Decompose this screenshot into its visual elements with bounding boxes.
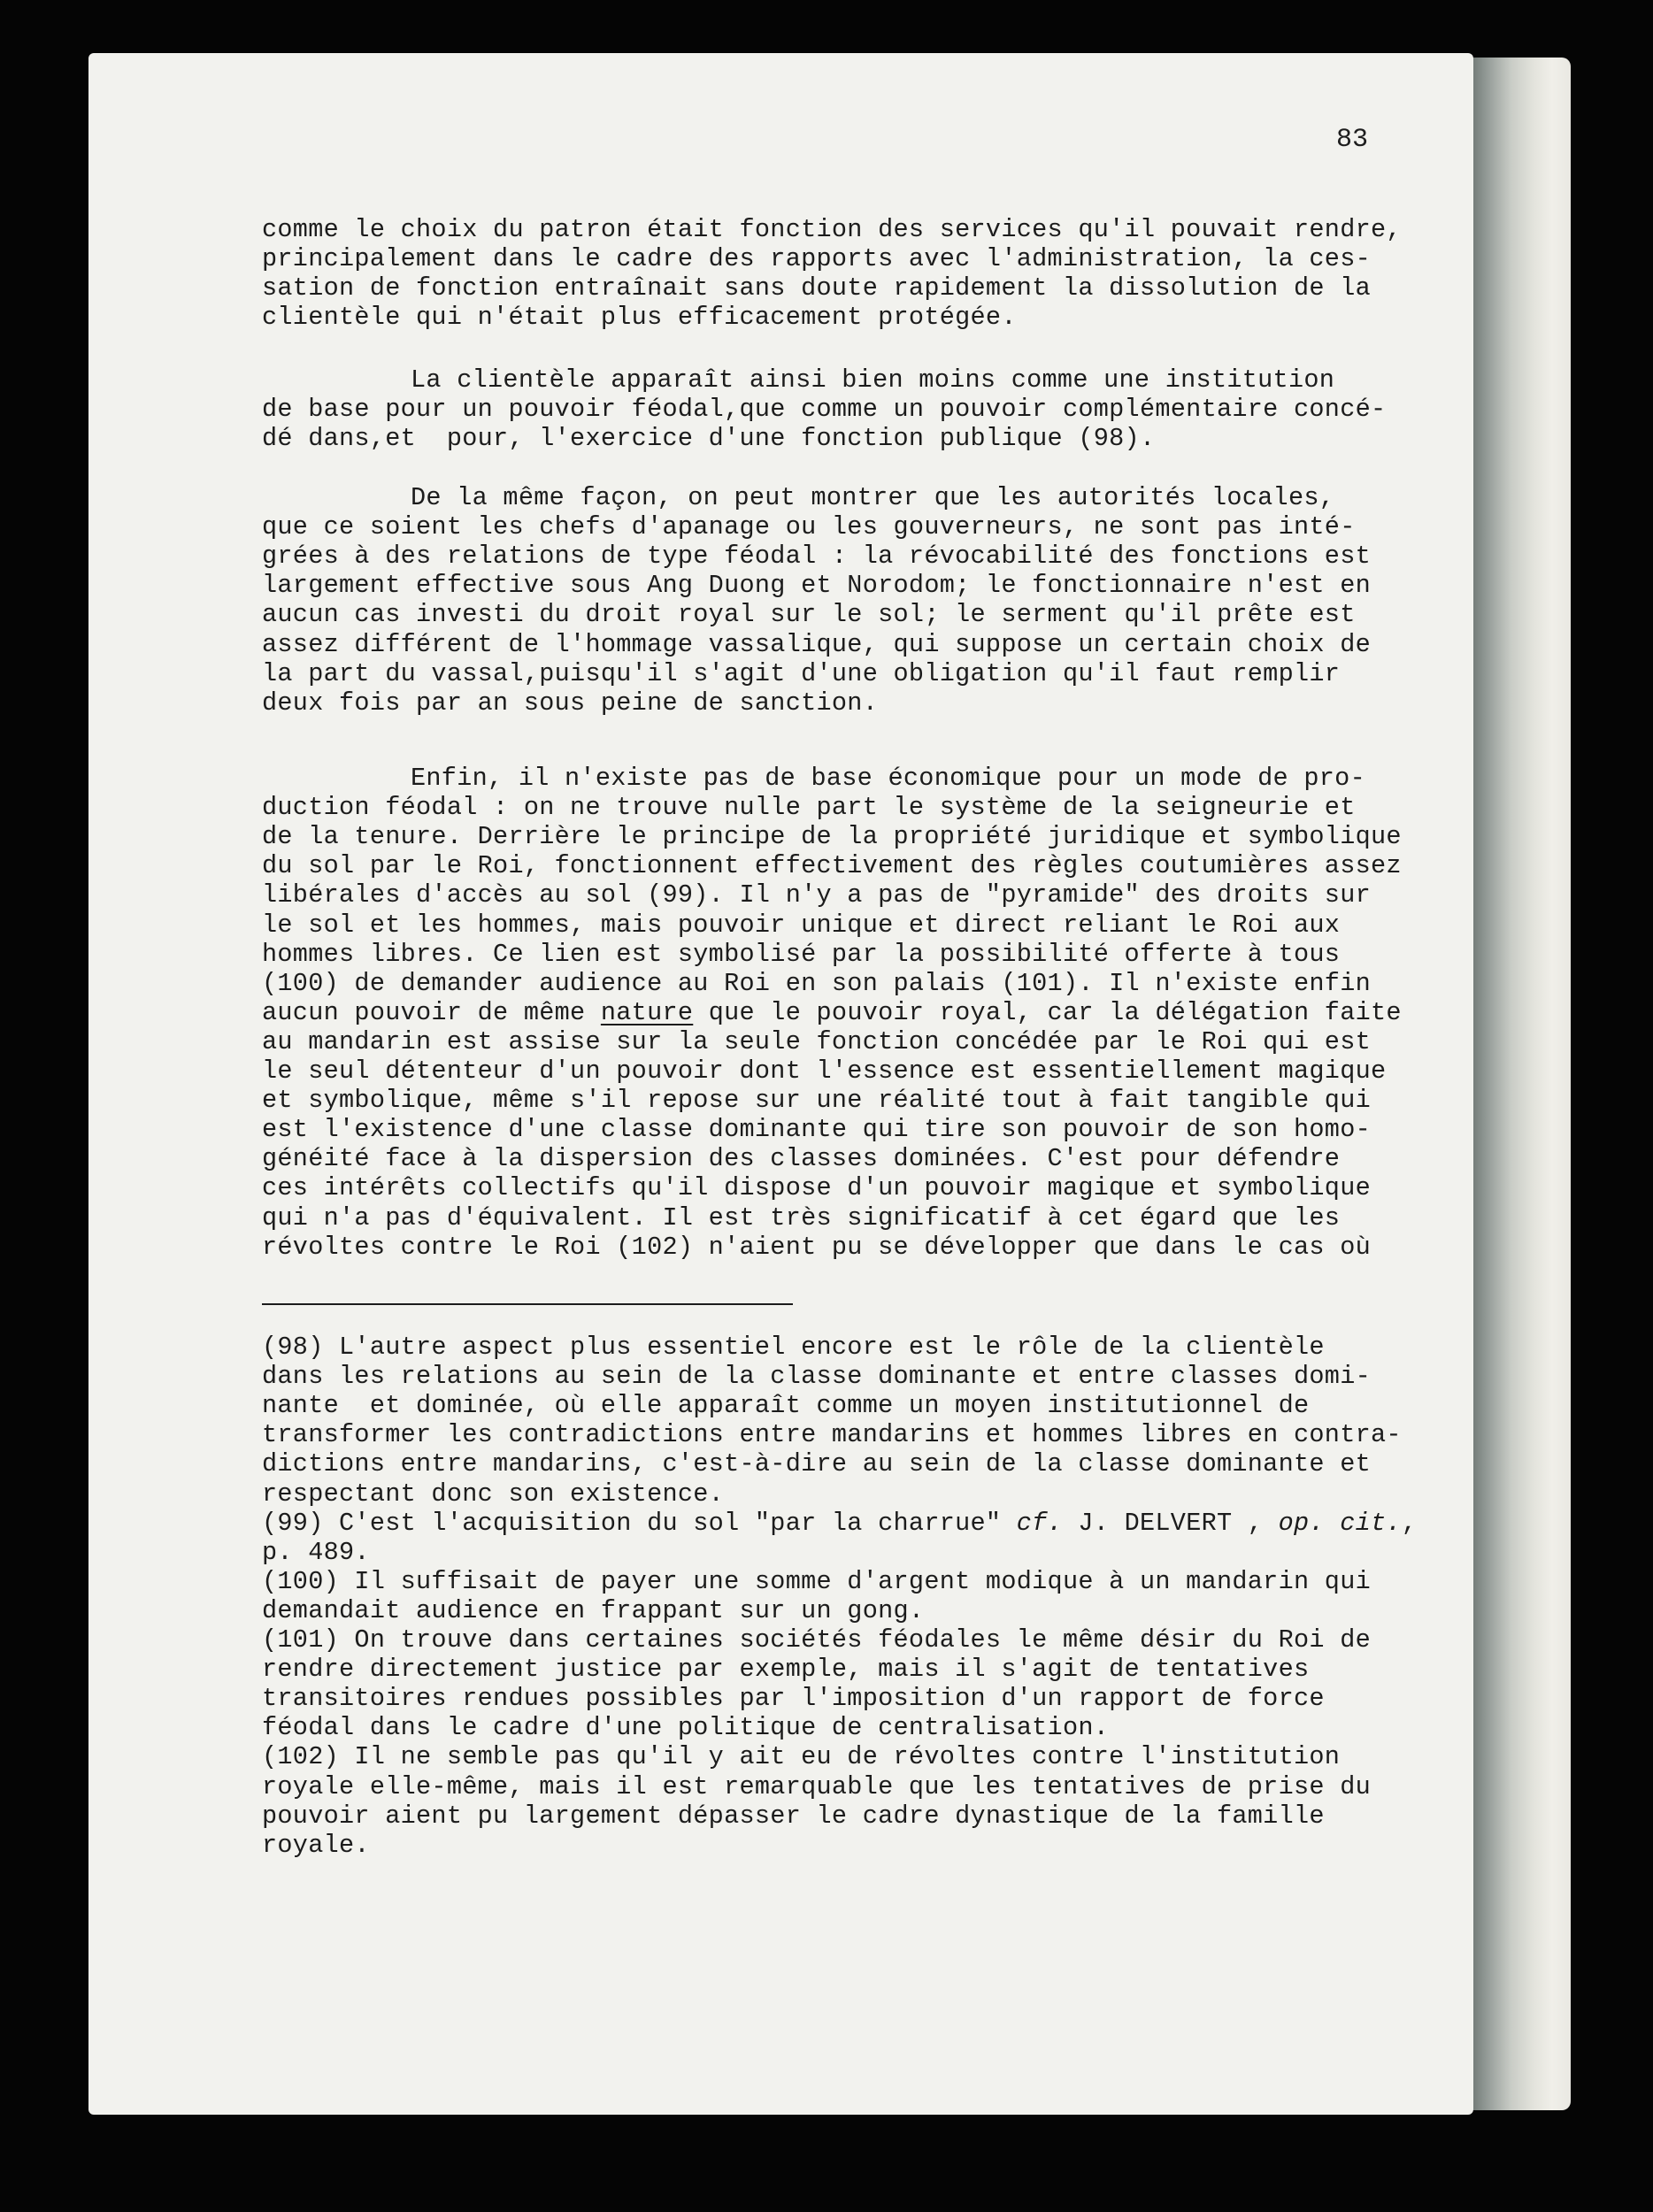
italic-abbreviation: op. cit. [1278, 1508, 1402, 1538]
body-paragraph-line: Enfin, il n'existe pas de base économique pour un mode de pro- [411, 764, 1365, 793]
body-paragraph-line: grées à des relations de type féodal : la révocabilité des fonctions est [262, 541, 1371, 572]
footnote-line: royale. [262, 1830, 370, 1860]
page-number: 83 [1336, 125, 1369, 155]
footnote-line: p. 489. [262, 1537, 370, 1567]
body-paragraph-line: que ce soient les chefs d'apanage ou les gouverneurs, ne sont pas inté- [262, 512, 1356, 542]
body-paragraph-line: comme le choix du patron était fonction des services qu'il pouvait rendre, [262, 215, 1402, 244]
footnote-separator [262, 1303, 793, 1305]
footnote-line: demandait audience en frappant sur un gong. [262, 1595, 925, 1625]
footnote-line: (100) Il suffisait de payer une somme d'argent modique à un mandarin qui [262, 1566, 1371, 1596]
body-paragraph-line: clientèle qui n'était plus efficacement protégée. [262, 303, 1017, 333]
footnote-line: féodal dans le cadre d'une politique de centralisation. [262, 1713, 1110, 1743]
footnote-line: pouvoir aient pu largement dépasser le cadre dynastique de la famille [262, 1801, 1325, 1831]
footnote-line: transformer les contradictions entre mandarins et hommes libres en contra- [262, 1420, 1402, 1450]
underlined-word: nature [600, 997, 694, 1027]
body-paragraph-line: le sol et les hommes, mais pouvoir unique et direct reliant le Roi aux [262, 910, 1341, 940]
footnote-line: (99) C'est l'acquisition du sol "par la charrue" cf. J. DELVERT , op. cit., [262, 1508, 1418, 1538]
body-paragraph-line: la part du vassal,puisqu'il s'agit d'une obligation qu'il faut remplir [262, 658, 1341, 688]
footnote-line: nante et dominée, où elle apparaît comme un moyen institutionnel de [262, 1391, 1310, 1421]
body-paragraph-line: deux fois par an sous peine de sanction. [262, 687, 879, 718]
body-paragraph-line: au mandarin est assise sur la seule fonction concédée par le Roi qui est [262, 1026, 1371, 1056]
body-paragraph-line: est l'existence d'une classe dominante qui tire son pouvoir de son homo- [262, 1115, 1371, 1145]
body-paragraph-line: et symbolique, même s'il repose sur une réalité tout à fait tangible qui [262, 1086, 1371, 1116]
footnote-line: (101) On trouve dans certaines sociétés féodales le même désir du Roi de [262, 1625, 1371, 1655]
body-paragraph-line: le seul détenteur d'un pouvoir dont l'essence est essentiellement magique [262, 1056, 1387, 1086]
body-paragraph-line: sation de fonction entraînait sans doute rapidement la dissolution de la [262, 273, 1371, 303]
footnote-line: transitoires rendues possibles par l'imposition d'un rapport de force [262, 1684, 1325, 1714]
italic-abbreviation: cf. [1016, 1508, 1063, 1538]
body-paragraph-line: généité face à la dispersion des classes dominées. C'est pour défendre [262, 1144, 1341, 1174]
body-paragraph-line: principalement dans le cadre des rapports avec l'administration, la ces- [262, 244, 1371, 274]
body-paragraph-line: de base pour un pouvoir féodal,que comme un pouvoir complémentaire concé- [262, 395, 1387, 425]
footnote-line: rendre directement justice par exemple, mais il s'agit de tentatives [262, 1655, 1310, 1685]
body-paragraph-line: hommes libres. Ce lien est symbolisé par la possibilité offerte à tous [262, 939, 1341, 969]
body-paragraph-line: largement effective sous Ang Duong et Norodom; le fonctionnaire n'est en [262, 571, 1371, 601]
body-paragraph-line: libérales d'accès au sol (99). Il n'y a pas de "pyramide" des droits sur [262, 880, 1371, 910]
footnote-line: dans les relations au sein de la classe dominante et entre classes domi- [262, 1362, 1371, 1392]
body-paragraph-line: aucun cas investi du droit royal sur le sol; le serment qu'il prête est [262, 600, 1356, 630]
footnote-line: dictions entre mandarins, c'est-à-dire au sein de la classe dominante et [262, 1449, 1371, 1479]
footnote-line: (98) L'autre aspect plus essentiel encore est le rôle de la clientèle [262, 1333, 1325, 1362]
body-paragraph-line: La clientèle apparaît ainsi bien moins comme une institution [411, 365, 1335, 395]
body-paragraph-line: du sol par le Roi, fonctionnent effectivement des règles coutumières assez [262, 851, 1402, 881]
body-paragraph-line: (100) de demander audience au Roi en son palais (101). Il n'existe enfin [262, 968, 1371, 998]
body-paragraph-line: dé dans,et pour, l'exercice d'une fonction publique (98). [262, 424, 1156, 454]
body-paragraph-line: duction féodal : on ne trouve nulle part le système de la seigneurie et [262, 793, 1356, 823]
body-paragraph-line: De la même façon, on peut montrer que les autorités locales, [411, 483, 1335, 512]
body-paragraph-line: aucun pouvoir de même nature que le pouvoir royal, car la délégation faite [262, 997, 1402, 1027]
body-paragraph-line: ces intérêts collectifs qu'il dispose d'un pouvoir magique et symbolique [262, 1173, 1371, 1203]
body-paragraph-line: révoltes contre le Roi (102) n'aient pu se développer que dans le cas où [262, 1232, 1371, 1262]
body-paragraph-line: assez différent de l'hommage vassalique, qui suppose un certain choix de [262, 629, 1371, 659]
body-paragraph-line: de la tenure. Derrière le principe de la propriété juridique et symbolique [262, 822, 1402, 852]
footnote-line: (102) Il ne semble pas qu'il y ait eu de révoltes contre l'institution [262, 1742, 1341, 1772]
body-paragraph-line: qui n'a pas d'équivalent. Il est très significatif à cet égard que les [262, 1202, 1341, 1233]
footnote-line: royale elle-même, mais il est remarquable que les tentatives de prise du [262, 1771, 1371, 1801]
footnote-line: respectant donc son existence. [262, 1479, 725, 1509]
